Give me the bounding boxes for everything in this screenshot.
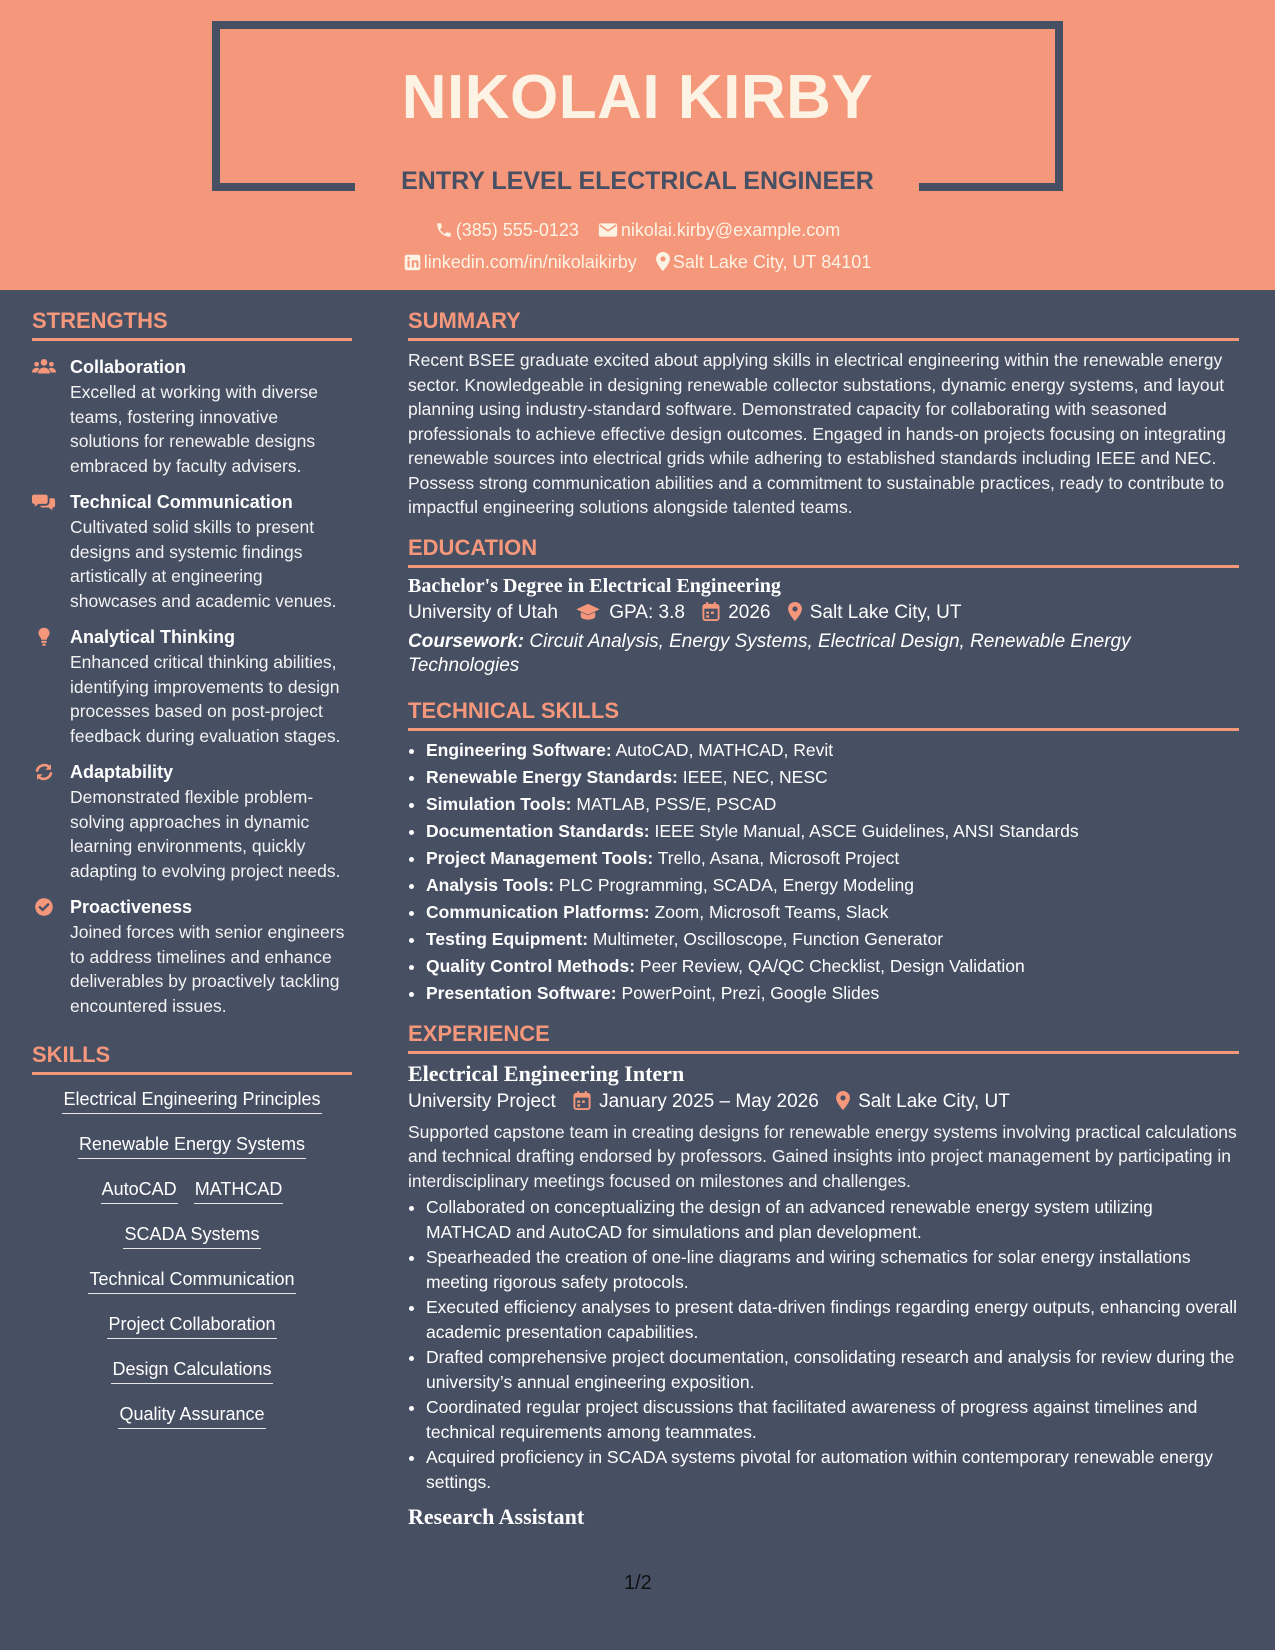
phone-text: (385) 555-0123 [455,220,579,240]
education-heading: EDUCATION [408,535,1239,568]
skill-values: Multimeter, Oscilloscope, Function Generator [592,928,944,949]
list-item: • Acquired proficiency in SCADA systems pivotal for automation within contemporary renewable energy settings. [426,1445,1239,1494]
skill-category: Project Management Tools: [426,847,654,868]
skill-tag: MATHCAD [194,1179,284,1204]
graduation-cap-icon [575,603,601,621]
skill-tag: Quality Assurance [118,1404,265,1429]
phone-contact [435,220,579,241]
skill-category: Analysis Tools: [426,874,555,895]
skill-tag: Renewable Energy Systems [78,1134,306,1159]
list-item [426,980,1239,1007]
strength-item [32,355,352,478]
list-item [426,926,1239,953]
linkedin-icon [404,254,421,271]
skill-values: Zoom, Microsoft Teams, Slack [654,901,889,922]
job-description: Supported capstone team in creating designs for renewable energy systems involving practical calculations and technical drafting endorsed by professors. Gained insights into project management by participating in interdisciplinary meetings focused on milestones and challenges. [408,1121,1237,1191]
list-item [426,764,1239,791]
skill-category: Engineering Software: [426,739,612,760]
strength-item [32,625,352,748]
skills-heading: SKILLS [32,1042,352,1075]
skill-category: Presentation Software: [426,982,617,1003]
linkedin-text: linkedin.com/in/nikolaikirby [423,252,637,272]
list-item: • Executed efficiency analyses to present data-driven findings regarding energy outputs, enhancing overall academic presentation capabilities. [426,1295,1239,1344]
strength-desc: Demonstrated flexible problem-solving approaches in dynamic learning environments, quickly adapting to evolving project needs. [70,787,341,881]
skill-category: Testing Equipment: [426,928,589,949]
left-column [32,290,352,1435]
gpa-text: GPA: 3.8 [609,601,685,623]
list-item: • Coordinated regular project discussions that facilitated awareness of progress against timelines and technical requirements among teammates. [426,1395,1239,1444]
email-contact[interactable] [598,220,840,241]
strength-desc: Cultivated solid skills to present designs and systemic findings artistically at engineering showcases and academic venues. [70,517,337,611]
skill-values: Peer Review, QA/QC Checklist, Design Validation [639,955,1025,976]
skill-tag: Project Collaboration [107,1314,276,1339]
strength-title: Adaptability [70,762,174,782]
map-pin-icon [656,252,670,271]
list-item [426,872,1239,899]
skill-category: Simulation Tools: [426,793,572,814]
skill-category: Renewable Energy Standards: [426,766,678,787]
coursework [408,630,1239,678]
job-dates: January 2025 – May 2026 [599,1090,819,1112]
coursework-text: Circuit Analysis, Energy Systems, Electrical Design, Renewable Energy Technologies [408,630,1131,676]
location-contact [656,252,871,273]
skills-list [32,1089,352,1435]
strength-desc: Joined forces with senior engineers to address timelines and enhance deliverables by proactively tackling encountered issues. [70,922,345,1016]
skill-values: Trello, Asana, Microsoft Project [657,847,900,868]
job-bullets [408,1195,1239,1494]
summary-text: Recent BSEE graduate excited about applying skills in electrical engineering within the renewable energy sector. Knowledgeable in designing renewable collector substations, dynamic energy systems, and layout planning using industry-standard software. Demonstrated capacity for collaborating with seasoned professionals to achieve effective design outcomes. Engaged in hands-on projects focusing on integrating renewable sources into electrical grids while adhering to established standards including IEEE and NEC. Possess strong communication abilities and a commitment to sustainable practices, ready to contribute to impactful engineering solutions alongside talented teams. [408,350,1226,517]
linkedin-contact[interactable] [404,252,637,273]
map-pin-icon [788,602,802,621]
strength-item [32,895,352,1018]
comments-icon [32,492,56,512]
skill-tag: AutoCAD [101,1179,178,1204]
school-name: University of Utah [408,601,558,623]
skill-values: IEEE, NEC, NESC [682,766,828,787]
list-item: • Spearheaded the creation of one-line diagrams and wiring schematics for solar energy installations meeting rigorous safety protocols. [426,1245,1239,1294]
skill-tag: SCADA Systems [123,1224,260,1249]
contact-row-2 [0,252,1275,273]
lightbulb-icon [32,627,56,647]
skill-category: Communication Platforms: [426,901,650,922]
experience-heading: EXPERIENCE [408,1021,1239,1054]
technical-skills-heading: TECHNICAL SKILLS [408,698,1239,731]
users-icon [32,357,56,377]
strength-desc: Excelled at working with diverse teams, fostering innovative solutions for renewable designs embraced by faculty advisers. [70,382,319,476]
summary-heading: SUMMARY [408,308,1239,341]
phone-icon [435,221,453,239]
list-item: • Drafted comprehensive project documentation, consolidating research and analysis for review during the university’s annual engineering exposition. [426,1345,1239,1394]
map-pin-icon [836,1091,850,1110]
check-circle-icon [32,897,56,917]
strength-title: Collaboration [70,357,186,377]
technical-skills-list [408,737,1239,1007]
skill-values: IEEE Style Manual, ASCE Guidelines, ANSI Standards [654,820,1079,841]
list-item [426,791,1239,818]
skill-tag: Design Calculations [111,1359,272,1384]
skill-category: Quality Control Methods: [426,955,636,976]
skill-tag: Technical Communication [88,1269,295,1294]
list-item [426,818,1239,845]
job-title: Electrical Engineering Intern [408,1060,685,1086]
job-organization: University Project [408,1090,556,1112]
skill-category: Documentation Standards: [426,820,650,841]
strength-title: Technical Communication [70,492,293,512]
strengths-heading: STRENGTHS [32,308,352,341]
calendar-icon [573,1091,591,1110]
strength-desc: Enhanced critical thinking abilities, identifying improvements to design processes based on post-project feedback during evaluation stages. [70,652,341,746]
list-item [426,845,1239,872]
job-location: Salt Lake City, UT [858,1090,1010,1112]
calendar-icon [702,602,720,621]
candidate-title: ENTRY LEVEL ELECTRICAL ENGINEER [401,167,874,195]
email-text: nikolai.kirby@example.com [620,220,841,240]
graduation-year: 2026 [728,601,771,623]
strength-title: Analytical Thinking [70,627,236,647]
strength-title: Proactiveness [70,897,193,917]
job-meta [408,1091,1239,1113]
skill-values: PowerPoint, Prezi, Google Slides [621,982,880,1003]
list-item [426,737,1239,764]
skill-tag: Electrical Engineering Principles [62,1089,321,1114]
envelope-icon [598,221,618,239]
coursework-label: Coursework: [408,630,525,652]
list-item: • Collaborated on conceptualizing the design of an advanced renewable energy system utilizing MATHCAD and AutoCAD for simulations and plan development. [426,1195,1239,1244]
school-location: Salt Lake City, UT [809,601,962,623]
candidate-name: NIKOLAI KIRBY [401,63,874,132]
strength-item [32,760,352,883]
degree-title: Bachelor's Degree in Electrical Engineering [408,574,781,597]
right-column [408,290,1239,1530]
refresh-icon [32,762,56,782]
list-item [426,899,1239,926]
job-title: Research Assistant [408,1504,585,1529]
strength-item [32,490,352,613]
skill-values: MATLAB, PSS/E, PSCAD [576,793,777,814]
contact-row-1 [0,220,1275,241]
list-item [426,953,1239,980]
page-number: 1/2 [624,1572,652,1594]
location-text: Salt Lake City, UT 84101 [672,252,872,272]
skill-values: AutoCAD, MATHCAD, Revit [615,739,834,760]
education-meta [408,602,1239,624]
skill-values: PLC Programming, SCADA, Energy Modeling [558,874,914,895]
